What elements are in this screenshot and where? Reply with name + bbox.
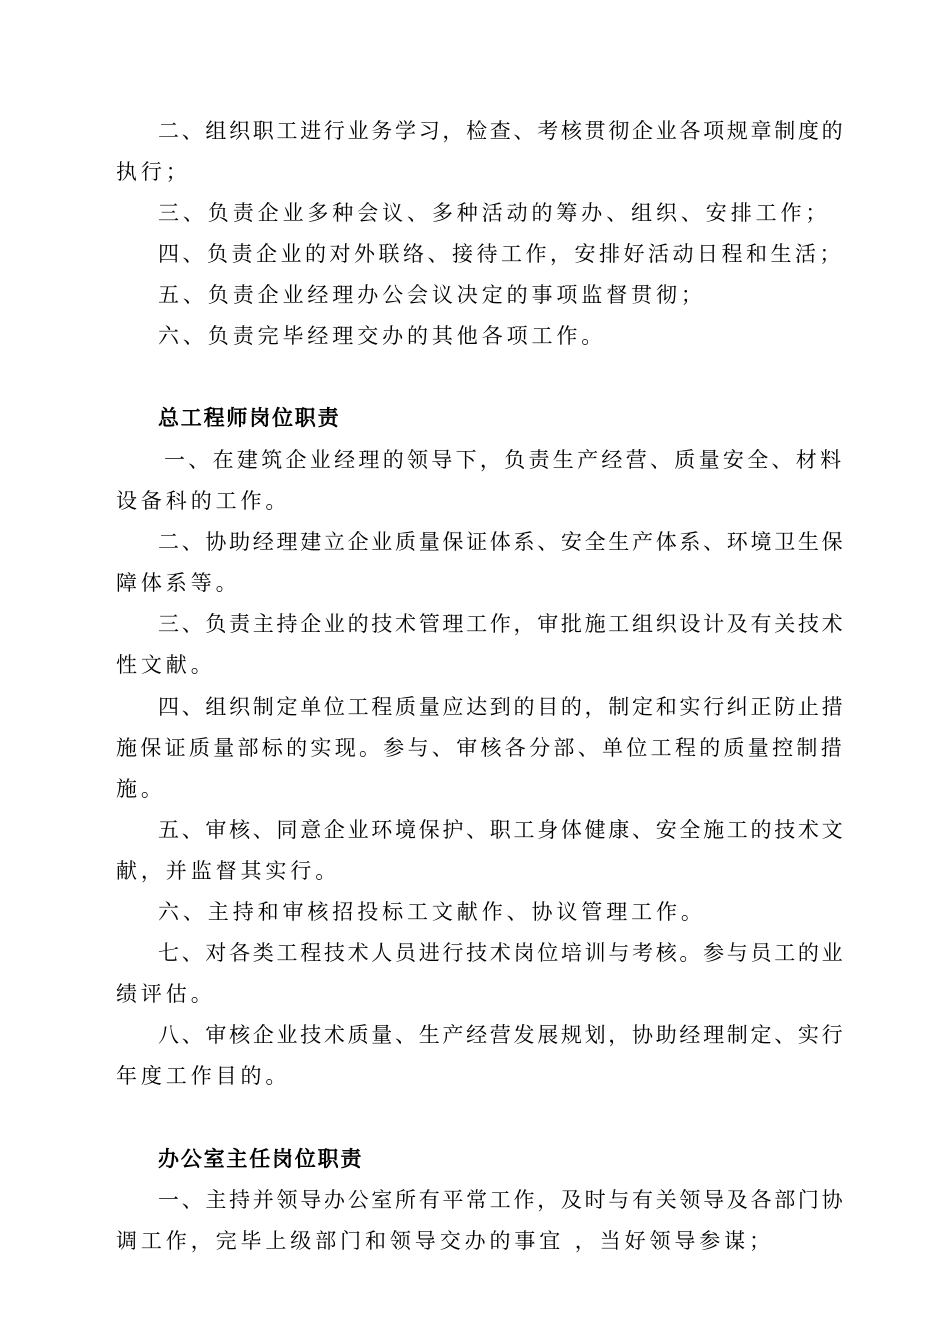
paragraph-line: 五、审核、同意企业环境保护、职工身体健康、安全施工的技术文 bbox=[158, 818, 846, 842]
paragraph-line: 性文献。 bbox=[116, 653, 216, 677]
paragraph-line: 调工作，完毕上级部门和领导交办的事宜 ，当好领导参谋； bbox=[116, 1229, 774, 1253]
paragraph-line: 一、主持并领导办公室所有平常工作，及时与有关领导及各部门协 bbox=[158, 1188, 846, 1212]
paragraph-line: 一、在建筑企业经理的领导下，负责生产经营、质量安全、材料 bbox=[164, 448, 845, 472]
paragraph-line: 障体系等。 bbox=[116, 571, 241, 595]
section-heading-office-director: 办公室主任岗位职责 bbox=[158, 1147, 364, 1171]
section-heading-chief-engineer: 总工程师岗位职责 bbox=[158, 406, 341, 430]
paragraph-line: 执行； bbox=[116, 160, 191, 184]
paragraph-line: 二、协助经理建立企业质量保证体系、安全生产体系、环境卫生保 bbox=[158, 530, 846, 554]
paragraph-line: 二、组织职工进行业务学习，检查、考核贯彻企业各项规章制度的 bbox=[158, 119, 846, 143]
paragraph-line: 施。 bbox=[116, 777, 166, 801]
paragraph-line: 年度工作目的。 bbox=[116, 1064, 291, 1088]
paragraph-line: 献，并监督其实行。 bbox=[116, 859, 341, 883]
paragraph-line: 八、审核企业技术质量、生产经营发展规划，协助经理制定、实行 bbox=[158, 1023, 846, 1047]
paragraph-line: 六、主持和审核招投标工文献作、协议管理工作。 bbox=[158, 900, 706, 924]
paragraph-line: 五、负责企业经理办公会议决定的事项监督贯彻； bbox=[158, 283, 706, 307]
paragraph-line: 六、负责完毕经理交办的其他各项工作。 bbox=[158, 324, 607, 348]
paragraph-line: 设备科的工作。 bbox=[116, 489, 291, 513]
paragraph-line: 四、组织制定单位工程质量应达到的目的，制定和实行纠正防止措 bbox=[158, 695, 846, 719]
paragraph-line: 施保证质量部标的实现。参与、审核各分部、单位工程的质量控制措 bbox=[116, 736, 845, 760]
paragraph-line: 四、负责企业的对外联络、接待工作，安排好活动日程和生活； bbox=[158, 242, 844, 266]
paragraph-line: 三、负责企业多种会议、多种活动的筹办、组织、安排工作； bbox=[158, 201, 831, 225]
paragraph-line: 七、对各类工程技术人员进行技术岗位培训与考核。参与员工的业 bbox=[158, 941, 846, 965]
paragraph-line: 绩评估。 bbox=[116, 982, 216, 1006]
paragraph-line: 三、负责主持企业的技术管理工作，审批施工组织设计及有关技术 bbox=[158, 612, 846, 636]
